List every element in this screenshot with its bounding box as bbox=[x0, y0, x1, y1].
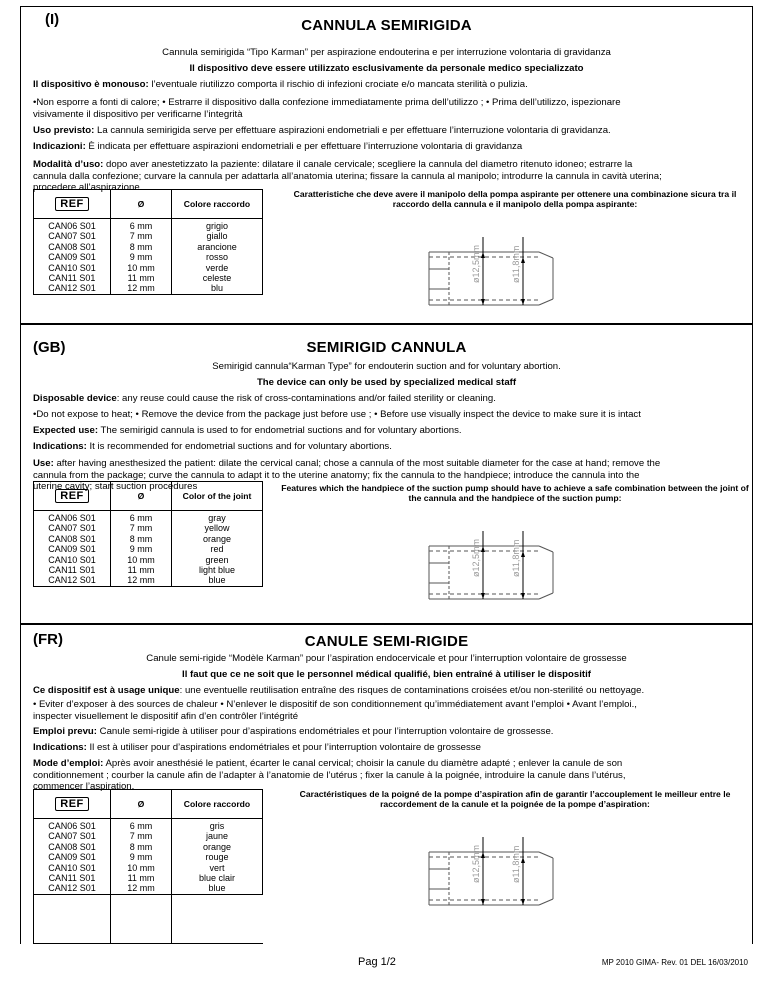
joint-colors: gray yellow orange red green light blue blue bbox=[172, 511, 263, 587]
handpiece-features: Caractéristiques de la poigné de la pompe d’aspiration afin de garantir l’accouplement le meilleur entre le raccordement de la canule et la poignée de la pompe d’aspiration: bbox=[299, 789, 731, 810]
ref-codes: CAN06 S01 CAN07 S01 CAN08 S01 CAN09 S01 CAN10 S01 CAN11 S01 CAN12 S01 bbox=[34, 511, 111, 587]
ref-codes: CAN06 S01 CAN07 S01 CAN08 S01 CAN09 S01 CAN10 S01 CAN11 S01 CAN12 S01 bbox=[34, 219, 111, 295]
product-table bbox=[33, 189, 263, 295]
mode-line-3: uterine cavity; start suction procedures bbox=[33, 481, 198, 492]
section-code: (I) bbox=[45, 11, 60, 28]
page-number: Pag 1/2 bbox=[358, 956, 396, 968]
ref-header: REF bbox=[34, 790, 111, 819]
subtitle: Semirigid cannula“Karman Type” for endouterin suction and for voluntary abortion. bbox=[212, 361, 561, 372]
section-title: CANULE SEMI-RIGIDE bbox=[304, 633, 469, 650]
dimension-label: ø12,5mm bbox=[471, 538, 481, 577]
use-line: Expected use: The semirigid cannula is used to for endometrial suctions and for voluntary abortions. bbox=[33, 425, 462, 436]
section-code: (FR) bbox=[33, 631, 63, 648]
dimension-label: ø11,8mm bbox=[511, 539, 521, 577]
ref-header: REF bbox=[34, 482, 111, 511]
cautions-line-2: visivamente il dispositivo per verificarne l’integrità bbox=[33, 108, 243, 120]
dimension-label: ø12,5mm bbox=[471, 244, 481, 283]
product-table bbox=[33, 789, 263, 944]
mode-line-3: commencer l’aspiration. bbox=[33, 781, 135, 792]
warning: The device can only be used by specialized medical staff bbox=[256, 377, 517, 388]
warning: Il dispositivo deve essere utilizzato esclusivamente da personale medico specializzato bbox=[189, 63, 584, 74]
revision-info: MP 2010 GIMA- Rev. 01 DEL 16/03/2010 bbox=[601, 958, 748, 967]
subtitle: Canule semi-rigide “Modèle Karman” pour l’aspiration endocervicale et pour l’interruption volontaire de grossesse bbox=[146, 653, 627, 664]
cautions-line-1: •Non esporre a fonti di calore; • Estrarre il dispositivo dalla confezione immediatamente prima dell’utilizzo ; • Prima dell’utilizzo, ispezionare bbox=[33, 97, 621, 108]
section-gb bbox=[20, 324, 753, 624]
connector-drawing bbox=[421, 227, 581, 317]
section-title: CANNULA SEMIRIGIDA bbox=[301, 17, 472, 34]
use-line: Emploi prevu: Canule semi-rigide à utiliser pour d’aspirations endométriales et pour l’interruption volontaire de grossesse. bbox=[33, 726, 554, 737]
section-code: (GB) bbox=[33, 339, 66, 356]
connector-drawing bbox=[421, 521, 581, 611]
dimension-label: ø11,8mm bbox=[511, 245, 521, 283]
ref-header: REF bbox=[34, 190, 111, 219]
mode-line-2: conditionnement ; courber la canule afin de l’adapter à l’anatomie de l’utérus ; fixer la canule à la poignée, introduire la canule dans l’utérus, bbox=[33, 769, 626, 781]
color-header: Colore raccordo bbox=[172, 790, 263, 819]
mode-line-1: Use: after having anesthesized the patient: dilate the cervical canal; chose a cannula of the most suitable diameter for the case at hand; remove the bbox=[33, 458, 661, 469]
warning: Il faut que ce ne soit que le personnel médical qualifié, bien entraîné à utiliser le dispositif bbox=[182, 669, 591, 680]
diameter-header: Ø bbox=[111, 482, 172, 511]
indications-line: Indications: It is recommended for endometrial suctions and for voluntary abortions. bbox=[33, 441, 392, 452]
cautions-line-1: •Do not expose to heat; • Remove the device from the package just before use ; • Before use visually inspect the device to make sure it is intact bbox=[33, 409, 641, 420]
mode-line-2: cannula from the package; curve the cannula to adapt it to the uterine anatomy; fix the cannula to the handpiece; introduce the cannula into the bbox=[33, 469, 640, 481]
connector-drawing bbox=[421, 827, 581, 917]
section-title: SEMIRIGID CANNULA bbox=[306, 339, 467, 356]
handpiece-features: Caratteristiche che deve avere il manipolo della pompa aspirante per ottenere una combinazione sicura tra il raccordo della cannula e il manipolo della pompa aspirante: bbox=[293, 189, 737, 210]
color-header: Colore raccordo bbox=[172, 190, 263, 219]
mode-line-1: Mode d’emploi: Après avoir anesthésié le patient, écarter le canal cervical; choisir la canule du diamètre adapté ; enlever la canule de son bbox=[33, 758, 623, 769]
handpiece-features: Features which the handpiece of the suction pump should have to achieve a safe combination between the joint of the cannula and the handpiece of the suction pump: bbox=[281, 483, 749, 504]
mode-line-1: Modalità d’uso: dopo aver anestetizzato la paziente: dilatare il canale cervicale; scegliere la cannula del diametro ritenuto idoneo; estrarre la bbox=[33, 159, 633, 170]
subtitle: Cannula semirigida “Tipo Karman” per aspirazione endouterina e per interruzione volontaria di gravidanza bbox=[162, 47, 611, 58]
joint-colors: grigio giallo arancione rosso verde celeste blu bbox=[172, 219, 263, 295]
product-table bbox=[33, 481, 263, 587]
color-header: Color of the joint bbox=[172, 482, 263, 511]
diameter-header: Ø bbox=[111, 790, 172, 819]
indications-line: Indications: Il est à utiliser pour d’aspirations endométriales et pour l’interruption volontaire de grossesse bbox=[33, 742, 481, 753]
section-it bbox=[20, 6, 753, 324]
diameters: 6 mm 7 mm 8 mm 9 mm 10 mm 11 mm 12 mm bbox=[111, 511, 172, 587]
mode-line-2: cannula dalla confezione; curvare la cannula per adattarla all’anatomia uterina; fissare la cannula al manipolo; introdurre la cannula in cavità uterina; bbox=[33, 170, 662, 182]
disposable-line: Il dispositivo è monouso: l’eventuale riutilizzo comporta il rischio di infezioni crociate e/o mancata sterilità o pulizia. bbox=[33, 79, 528, 90]
dimension-label: ø11,8mm bbox=[511, 845, 521, 883]
dimension-label: ø12,5mm bbox=[471, 844, 481, 883]
diameters: 6 mm 7 mm 8 mm 9 mm 10 mm 11 mm 12 mm bbox=[111, 819, 172, 895]
cautions-line-1: • Eviter d’exposer à des sources de chaleur • N’enlever le dispositif de son conditionnement qu’immédiatement avant l’emploi • Avant l’emploi., bbox=[33, 699, 637, 710]
disposable-line: Ce dispositif est à usage unique: une eventuelle reutilisation entraîne des risques de contaminations croisées et/ou non-sterilité ou nettoyage. bbox=[33, 685, 645, 696]
joint-colors: gris jaune orange rouge vert blue clair blue bbox=[172, 819, 263, 895]
section-fr bbox=[20, 624, 753, 944]
cautions-line-2: inspecter visuellement le dispositif afin d’en contrôler l’intégrité bbox=[33, 710, 299, 722]
disposable-line: Disposable device: any reuse could cause the risk of cross-contaminations and/or failed sterility or cleaning. bbox=[33, 393, 496, 404]
ref-codes: CAN06 S01 CAN07 S01 CAN08 S01 CAN09 S01 CAN10 S01 CAN11 S01 CAN12 S01 bbox=[34, 819, 111, 895]
use-line: Uso previsto: La cannula semirigida serve per effettuare aspirazioni endometriali e per effettuare l’interruzione volontaria di gravidanza. bbox=[33, 125, 611, 136]
mode-line-3: procedere all’aspirazione. bbox=[33, 182, 143, 193]
indications-line: Indicazioni: È indicata per effettuare aspirazioni endometriali e per effettuare l’interruzione volontaria di gravidanza bbox=[33, 141, 523, 152]
diameter-header: Ø bbox=[111, 190, 172, 219]
diameters: 6 mm 7 mm 8 mm 9 mm 10 mm 11 mm 12 mm bbox=[111, 219, 172, 295]
